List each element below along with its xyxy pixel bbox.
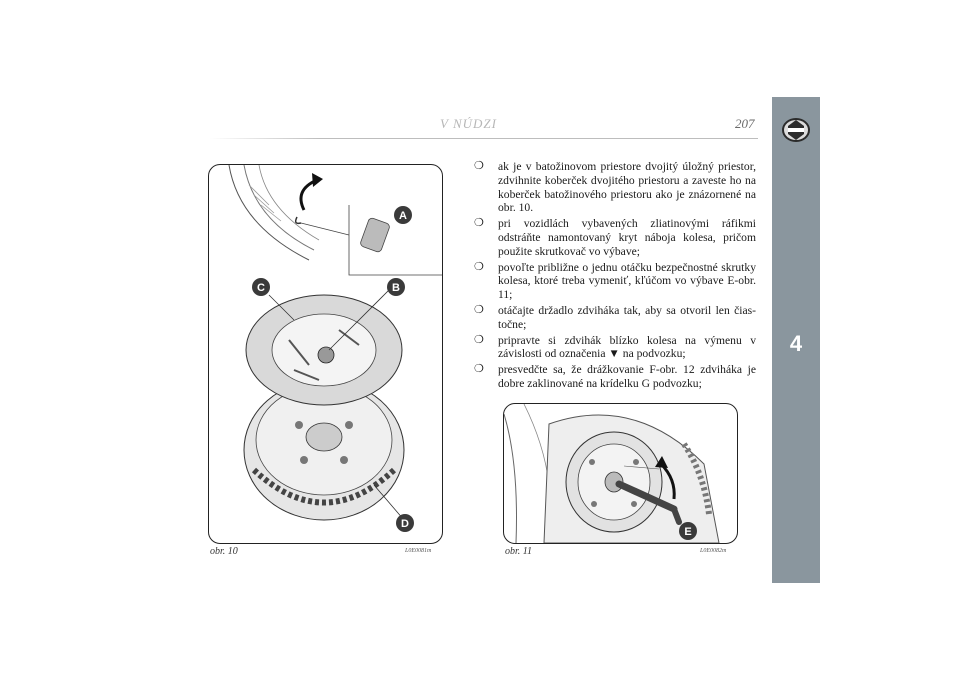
callout-c-badge — [252, 278, 270, 296]
instruction-list — [466, 160, 756, 393]
svg-text:C: C — [257, 282, 265, 294]
list-item: ❍ povoľte približne o jednu otáčku bezpečnostné skrutky kolesa, ktoré treba vymeniť, kľúčom vo výbave E-obr. 11; — [474, 260, 756, 302]
section-title: V NÚDZI — [440, 116, 497, 131]
figure-spare-wheel — [208, 164, 443, 544]
svg-text:A: A — [399, 210, 407, 222]
list-item: ❍ presvedčte sa, že drážkovanie F-obr. 12 zdviháka je dobre zaklinované na krídelku G podvozku; — [474, 363, 756, 390]
svg-text:E: E — [684, 526, 692, 538]
wheel-wrench-illustration — [504, 404, 737, 543]
bullet-icon: ❍ — [474, 260, 484, 273]
page-number: 207 — [735, 116, 755, 131]
bullet-icon: ❍ — [474, 333, 484, 346]
bullet-icon: ❍ — [474, 160, 484, 172]
spare-wheel-illustration — [209, 165, 442, 543]
svg-text:D: D — [401, 518, 409, 530]
list-item: ❍ ak je v batožinovom priestore dvojitý úložný priestor, zdvihnite koberček dvojitého priestoru a zaveste ho na koberček batožinového priestoru ako je znázornené na obr. 10. — [474, 160, 756, 215]
figure-10-code: L0E0081m — [405, 548, 432, 554]
list-item: ❍ pripravte si zdvihák blízko kolesa na výmenu v závislosti od označenia ▼ na podvozku; — [474, 333, 756, 361]
chapter-number: 4 — [789, 331, 803, 356]
figure-wheel-wrench — [503, 403, 738, 544]
lancia-shield-icon — [781, 115, 811, 145]
callout-b-badge — [387, 278, 405, 296]
chapter-side-tab — [772, 97, 820, 583]
callout-d-badge — [396, 514, 414, 532]
callout-e-badge — [679, 522, 697, 540]
figure-10-caption: obr. 10 — [210, 546, 238, 557]
bullet-icon: ❍ — [474, 363, 484, 376]
list-item: ❍ pri vozidlách vybavených zliatinovými ráfikmi odstráňte namontovaný kryt náboja kolesa, pričom použite skrutkovač vo výbave; — [474, 217, 756, 258]
svg-text:B: B — [392, 282, 400, 294]
header-divider — [210, 138, 758, 139]
callout-a-badge — [394, 206, 412, 224]
figure-11-caption: obr. 11 — [505, 546, 533, 557]
list-item: ❍ otáčajte držadlo zdviháka tak, aby sa otvoril len čiastočne; — [474, 303, 756, 331]
bullet-icon: ❍ — [474, 303, 484, 316]
figure-11-code: L0E0082m — [700, 548, 727, 554]
bullet-icon: ❍ — [474, 217, 484, 230]
